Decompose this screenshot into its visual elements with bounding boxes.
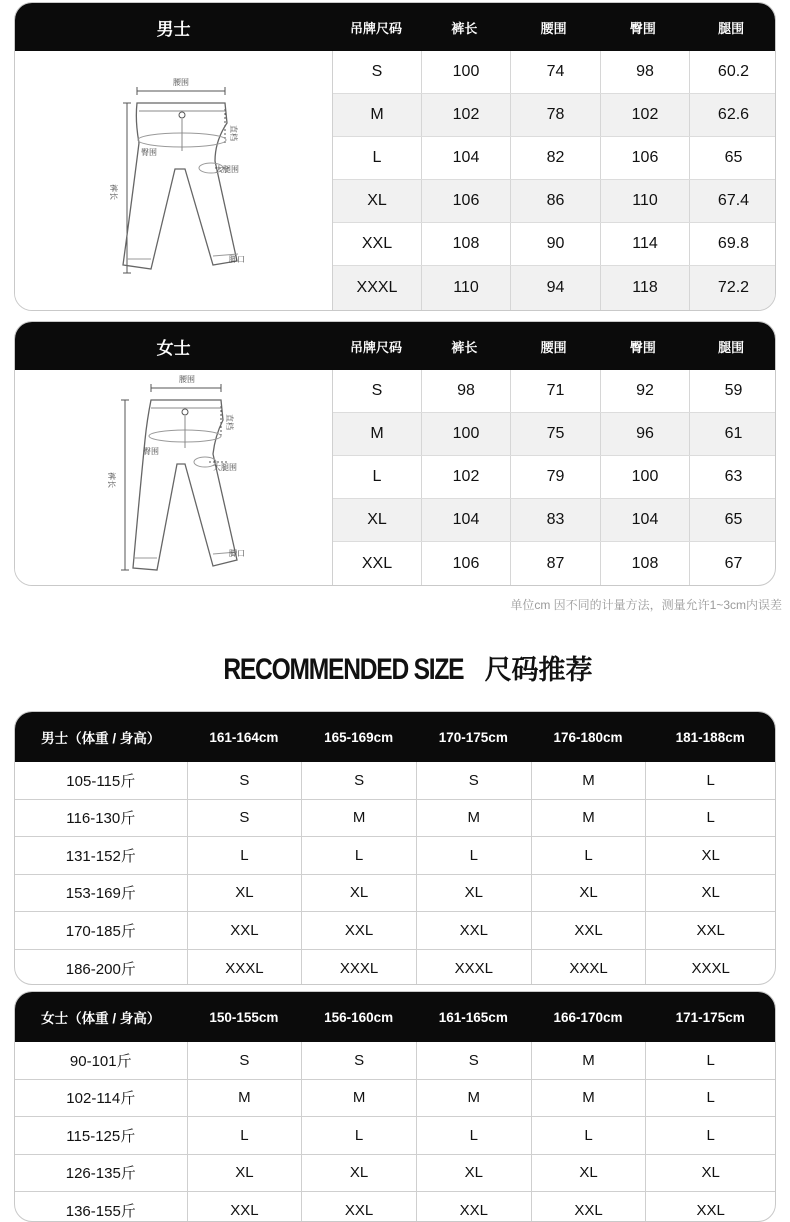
womens-chart-header	[15, 322, 775, 370]
table-cell: 110	[600, 180, 689, 222]
table-cell: 102	[421, 456, 510, 498]
height-col: 156-160cm	[324, 1009, 394, 1025]
recommend-title-cn: 尺码推荐	[484, 655, 593, 685]
size-cell: M	[416, 1080, 531, 1117]
label-hem: 脚口	[229, 549, 245, 558]
size-cell: L	[645, 1042, 775, 1079]
weight-cell: 116-130斤	[66, 810, 136, 828]
table-cell: 98	[421, 370, 510, 412]
size-cell: XL	[531, 875, 646, 912]
table-row	[15, 1117, 775, 1155]
col-length: 裤长	[451, 339, 478, 355]
label-length: 裤长	[107, 472, 116, 488]
table-row	[333, 456, 776, 499]
table-cell: XXL	[361, 554, 393, 572]
size-cell: XXL	[301, 1192, 416, 1222]
size-cell: XXXL	[416, 950, 531, 986]
table-cell: 96	[600, 413, 689, 455]
mens-size-chart	[14, 2, 776, 311]
measurement-note: 单位cm 因不同的计量方法，测量允许1~3cm内误差	[510, 598, 782, 612]
pants-illustration	[15, 51, 333, 310]
size-cell: XXXL	[301, 950, 416, 986]
size-cell: S	[187, 762, 302, 799]
size-cell: L	[645, 800, 775, 837]
table-row	[333, 51, 776, 94]
weight-cell: 126-135斤	[65, 1165, 136, 1183]
table-row	[15, 1192, 775, 1222]
label-thigh: 大腿围	[215, 165, 239, 174]
height-col: 171-175cm	[675, 1009, 745, 1025]
weight-cell: 131-152斤	[65, 847, 136, 865]
womens-recommend-header	[15, 992, 775, 1042]
table-row	[333, 413, 776, 456]
size-cell: XXXL	[645, 950, 775, 986]
table-cell: 67.4	[689, 180, 776, 222]
table-cell: 106	[600, 137, 689, 179]
size-cell: S	[416, 1042, 531, 1079]
table-cell: 65	[689, 499, 776, 541]
col-length: 裤长	[451, 20, 478, 36]
size-cell: M	[301, 800, 416, 837]
table-row	[15, 912, 775, 950]
table-row	[333, 137, 776, 180]
table-row	[333, 542, 776, 585]
table-cell: 78	[510, 94, 600, 136]
table-cell: 94	[510, 266, 600, 310]
size-cell: XXL	[416, 912, 531, 949]
table-cell: XXL	[361, 235, 393, 252]
recommend-title	[0, 648, 790, 687]
table-cell: 65	[689, 137, 776, 179]
table-cell: 74	[510, 51, 600, 93]
table-row	[15, 875, 775, 913]
table-row	[333, 266, 776, 310]
table-row	[333, 370, 776, 413]
table-row	[15, 762, 775, 800]
table-cell: 100	[600, 456, 689, 498]
table-row	[15, 1042, 775, 1080]
size-cell: L	[645, 762, 775, 799]
col-tag-size: 吊牌尺码	[350, 20, 403, 36]
size-cell: L	[645, 1117, 775, 1154]
table-cell: 61	[689, 413, 776, 455]
table-cell: 114	[600, 223, 689, 265]
table-cell: 90	[510, 223, 600, 265]
table-row	[15, 1155, 775, 1193]
weight-cell: 136-155斤	[65, 1203, 136, 1221]
table-cell: 106	[421, 180, 510, 222]
mens-pants-diagram	[15, 51, 333, 310]
table-cell: 72.2	[689, 266, 776, 310]
col-thigh: 腿围	[718, 339, 745, 355]
height-col: 165-169cm	[324, 729, 394, 745]
table-cell: 106	[421, 542, 510, 585]
size-cell: M	[531, 762, 646, 799]
col-hip: 臀围	[629, 339, 656, 355]
womens-size-chart	[14, 321, 776, 586]
weight-cell: 115-125斤	[66, 1127, 136, 1145]
size-cell: M	[416, 800, 531, 837]
table-cell: XXXL	[356, 279, 398, 296]
label-hip: 臀围	[143, 447, 159, 456]
weight-height-header: 女士（体重 / 身高）	[41, 1011, 161, 1026]
height-col: 161-165cm	[438, 1009, 508, 1025]
table-cell: 92	[600, 370, 689, 412]
size-cell: XXL	[187, 912, 302, 949]
label-thigh: 大腿围	[213, 463, 237, 472]
table-cell: 102	[421, 94, 510, 136]
table-cell: 87	[510, 542, 600, 585]
size-cell: L	[301, 1117, 416, 1154]
size-cell: L	[645, 1080, 775, 1117]
table-cell: 69.8	[689, 223, 776, 265]
size-cell: M	[531, 800, 646, 837]
table-cell: 104	[421, 499, 510, 541]
col-waist: 腰围	[540, 339, 567, 355]
weight-height-header: 男士（体重 / 身高）	[41, 731, 161, 746]
size-cell: S	[416, 762, 531, 799]
height-col: 176-180cm	[553, 729, 623, 745]
label-hip: 臀围	[141, 148, 157, 157]
height-col: 166-170cm	[553, 1009, 623, 1025]
mens-chart-label: 男士	[156, 19, 191, 39]
table-cell: M	[370, 425, 384, 442]
table-cell: 108	[600, 542, 689, 585]
size-cell: S	[187, 800, 302, 837]
weight-cell: 170-185斤	[65, 922, 136, 940]
label-rise: 直档	[225, 414, 234, 430]
table-cell: 59	[689, 370, 776, 412]
mens-size-table	[333, 51, 776, 310]
table-cell: 100	[421, 413, 510, 455]
table-cell: S	[371, 382, 383, 399]
size-cell: XXL	[645, 1192, 775, 1222]
table-cell: 60.2	[689, 51, 776, 93]
table-cell: 63	[689, 456, 776, 498]
table-row	[333, 499, 776, 542]
label-hem: 脚口	[229, 255, 245, 264]
size-cell: XL	[301, 875, 416, 912]
label-length: 裤长	[109, 184, 118, 200]
table-cell: M	[370, 106, 384, 123]
label-waist: 腰围	[173, 78, 189, 87]
size-cell: XXL	[531, 1192, 646, 1222]
col-hip: 臀围	[629, 20, 656, 36]
table-cell: XL	[367, 192, 387, 209]
size-cell: L	[301, 837, 416, 874]
table-cell: 100	[421, 51, 510, 93]
mens-chart-header	[15, 3, 775, 51]
size-cell: XXL	[416, 1192, 531, 1222]
table-cell: 108	[421, 223, 510, 265]
height-col: 150-155cm	[209, 1009, 279, 1025]
size-cell: XL	[416, 1155, 531, 1192]
label-waist: 腰围	[179, 375, 195, 384]
height-col: 161-164cm	[209, 729, 279, 745]
womens-chart-label: 女士	[156, 338, 191, 358]
size-cell: M	[531, 1042, 646, 1079]
size-cell: XXL	[301, 912, 416, 949]
mens-recommend-table	[14, 711, 776, 985]
size-cell: XL	[645, 875, 775, 912]
col-waist: 腰围	[540, 20, 567, 36]
table-cell: 104	[421, 137, 510, 179]
size-cell: XL	[187, 1155, 302, 1192]
size-cell: XL	[187, 875, 302, 912]
table-row	[15, 800, 775, 838]
size-cell: S	[301, 762, 416, 799]
size-cell: L	[187, 837, 302, 874]
womens-size-table	[333, 370, 776, 585]
table-cell: 102	[600, 94, 689, 136]
size-cell: XXL	[187, 1192, 302, 1222]
size-cell: XL	[531, 1155, 646, 1192]
table-row	[333, 180, 776, 223]
size-cell: S	[301, 1042, 416, 1079]
label-rise: 直档	[229, 125, 238, 141]
weight-cell: 153-169斤	[65, 885, 136, 903]
weight-cell: 105-115斤	[66, 772, 136, 790]
table-cell: 82	[510, 137, 600, 179]
table-row	[15, 1080, 775, 1118]
weight-cell: 186-200斤	[65, 960, 136, 978]
size-cell: M	[301, 1080, 416, 1117]
table-row	[333, 223, 776, 266]
table-cell: XL	[367, 511, 387, 528]
table-cell: 110	[421, 266, 510, 310]
table-row	[15, 950, 775, 986]
size-cell: L	[531, 1117, 646, 1154]
womens-recommend-table	[14, 991, 776, 1222]
table-cell: L	[372, 468, 382, 485]
pants-illustration	[15, 370, 333, 585]
size-cell: L	[416, 837, 531, 874]
table-cell: 98	[600, 51, 689, 93]
size-cell: M	[531, 1080, 646, 1117]
table-cell: 104	[600, 499, 689, 541]
col-thigh: 腿围	[718, 20, 745, 36]
size-cell: M	[187, 1080, 302, 1117]
size-cell: XL	[645, 1155, 775, 1192]
womens-pants-diagram	[15, 370, 333, 585]
table-cell: 67	[689, 542, 776, 585]
height-col: 181-188cm	[675, 729, 745, 745]
size-cell: XXXL	[187, 950, 302, 986]
table-row	[15, 837, 775, 875]
col-tag-size: 吊牌尺码	[350, 339, 403, 355]
height-col: 170-175cm	[438, 729, 508, 745]
size-cell: XL	[301, 1155, 416, 1192]
table-cell: 86	[510, 180, 600, 222]
size-cell: XXXL	[531, 950, 646, 986]
weight-cell: 90-101斤	[69, 1052, 132, 1070]
size-cell: S	[187, 1042, 302, 1079]
table-row	[333, 94, 776, 137]
size-cell: L	[416, 1117, 531, 1154]
recommend-title-en: RECOMMENDED SIZE	[223, 653, 464, 686]
size-cell: XXL	[645, 912, 775, 949]
table-cell: S	[371, 63, 383, 80]
table-cell: 118	[600, 266, 689, 310]
table-cell: L	[372, 149, 382, 166]
table-cell: 83	[510, 499, 600, 541]
size-cell: L	[531, 837, 646, 874]
weight-cell: 102-114斤	[66, 1090, 136, 1108]
size-cell: XL	[645, 837, 775, 874]
table-cell: 62.6	[689, 94, 776, 136]
mens-recommend-header	[15, 712, 775, 762]
size-cell: XXL	[531, 912, 646, 949]
size-cell: XL	[416, 875, 531, 912]
table-cell: 71	[510, 370, 600, 412]
size-cell: L	[187, 1117, 302, 1154]
table-cell: 79	[510, 456, 600, 498]
table-cell: 75	[510, 413, 600, 455]
